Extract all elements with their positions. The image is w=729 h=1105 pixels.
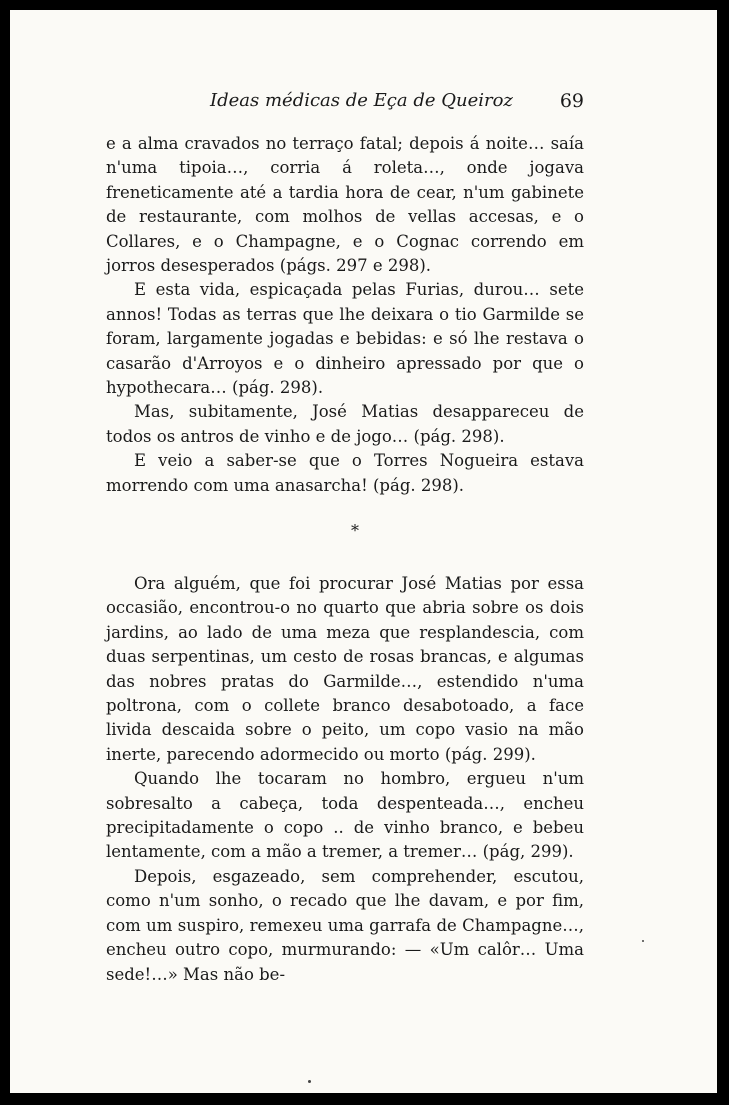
paragraph: Quando lhe tocaram no hombro, ergueu n'um sobresalto a cabeça, toda despenteada…, encheu precipitadamente o copo .. de vinho branco, e bebeu lentamente, com a mão a tremer, a tremer… (pág, 299). (106, 769, 584, 862)
running-title: Ideas médicas de Eça de Queiroz (210, 90, 513, 111)
paragraph: Ora alguém, que foi procurar José Matias por essa occasião, encontrou-o no quarto que abria sobre os dois jardins, ao lado de uma meza que resplandescia, com duas serpentinas, um cesto de rosas brancas, e algumas das nobres pratas do Garmilde…, estendido n'uma poltrona, com o collete branco desabotoado, a face livida descaida sobre o peito, um copo vasio na mão inerte, parecendo adormecido ou morto (pág. 299). (106, 574, 584, 764)
running-header (210, 86, 584, 116)
page-number: 69 (559, 90, 584, 112)
paper-speck (642, 940, 644, 942)
section-separator: * (351, 521, 359, 540)
paragraph: E veio a saber-se que o Torres Nogueira estava morrendo com uma anasarcha! (pág. 298). (106, 451, 584, 495)
paragraph: E esta vida, espicaçada pelas Furias, durou… sete annos! Todas as terras que lhe deixara o tio Garmilde se foram, largamente jogadas e bebidas: e só lhe restava o casarão d'Arroyos e o dinheiro apressado por que o hypothecara… (pág. 298). (106, 280, 584, 398)
paragraph: e a alma cravados no terraço fatal; depois á noite… saía n'uma tipoia…, corria á roleta…, onde jogava freneticamente até a tardia hora de cear, n'um gabinete de restaurante, com molhos de vellas accesas, e o Collares, e o Champagne, e o Cognac correndo em jorros desesperados (págs. 297 e 298). (106, 134, 584, 276)
paragraph: Mas, subitamente, José Matias desappareceu de todos os antros de vinho e de jogo… (pág. 298). (106, 402, 584, 446)
text-block-top (106, 132, 584, 498)
paragraph: Depois, esgazeado, sem comprehender, escutou, como n'um sonho, o recado que lhe davam, e por fim, com um suspiro, remexeu uma garrafa de Champagne…, encheu outro copo, murmurando: — «Um calôr… Uma sede!…» Mas não be- (106, 866, 584, 984)
paper-speck (308, 1080, 311, 1083)
text-block-bottom (106, 572, 584, 987)
book-page (10, 10, 717, 1093)
